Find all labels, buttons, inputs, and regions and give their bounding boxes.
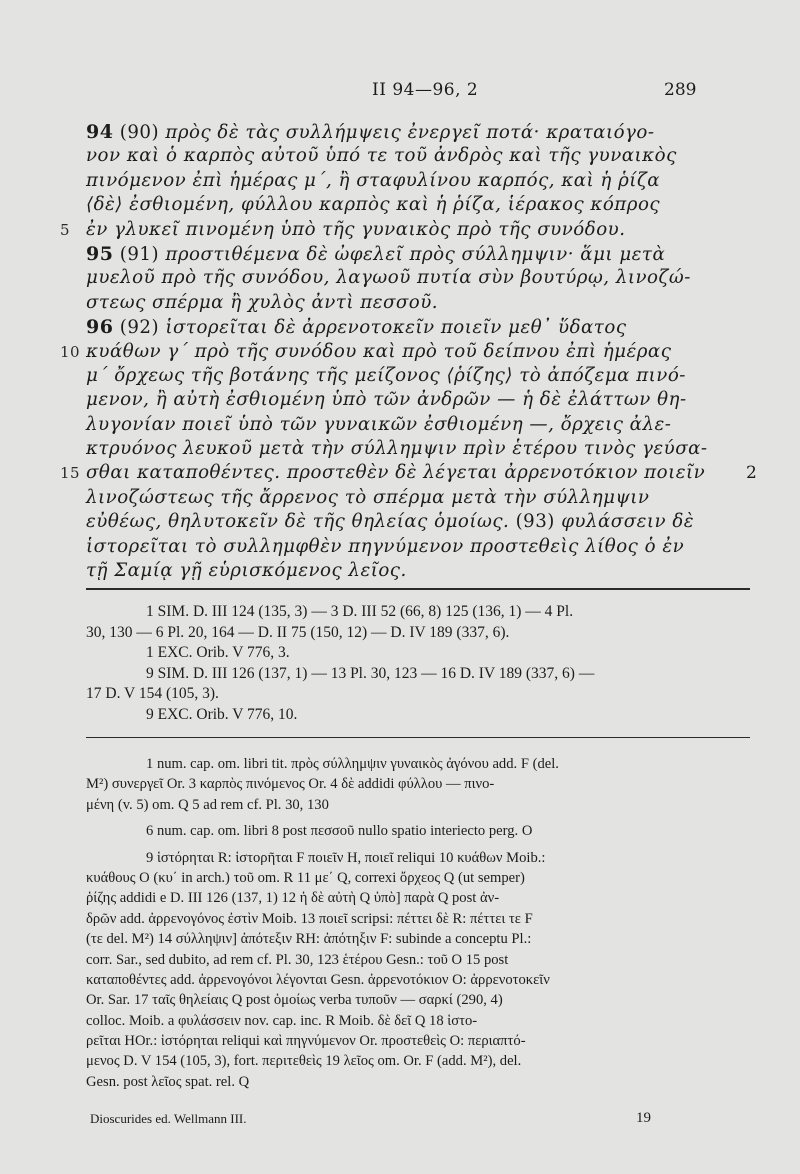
apparatus-line: 1 num. cap. om. libri tit. πρὸς σύλλημψιν γυναικὸς ἀγόνου add. F (del. (146, 756, 559, 772)
apparatus-line: Or. Sar. 17 ταῖς θηλείαις Q post ὁμοίως verba τυποῦν — σαρκί (290, 4) (86, 992, 503, 1009)
greek-text: πρὸς δὲ τὰς συλλήμψεις ἐνεργεῖ ποτά· κραταιόγο- (165, 122, 655, 143)
text-line (86, 364, 746, 388)
main-text (60, 120, 758, 583)
section-number: 94 (86, 121, 114, 143)
text-line (86, 486, 746, 510)
greek-text: λινοζώστεως τῆς ἄρρενος τὸ σπέρμα μετὰ τὴν σύλλημψιν (86, 486, 650, 508)
chapter-reference: (90) (113, 122, 166, 143)
text-line (86, 120, 746, 144)
testimonia-line: 17 D. V 154 (105, 3). (86, 685, 219, 702)
testimonia-apparatus-divider (86, 737, 750, 738)
margin-note: 2 (746, 463, 758, 484)
text-line (86, 291, 746, 315)
text-line (60, 218, 746, 242)
testimonia-line: 30, 130 — 6 Pl. 20, 164 — D. II 75 (150, 12) — D. IV 189 (337, 6). (86, 623, 510, 641)
greek-text: μ΄ ὄρχεως τῆς βοτάνης τῆς μείζονος ⟨ῥίζης⟩ τὸ ἀπόζεμα πινό- (86, 364, 686, 386)
text-line (60, 461, 758, 485)
section-number: 96 (86, 316, 114, 339)
apparatus-line: M²) συνεργεῖ Or. 3 καρπὸς πινόμενος Or. 4 δὲ addidi φύλλου — πινο- (86, 776, 495, 793)
greek-text: σθαι καταποθέντες. προστεθὲν δὲ λέγεται ἀρρενοτόκιον ποιεῖν (86, 462, 706, 484)
section-number: 95 (86, 242, 114, 265)
text-line (86, 266, 746, 290)
chapter-reference: (92) (113, 317, 166, 339)
chapter-reference: (91) (113, 243, 166, 265)
testimonia-line: 9 EXC. Orib. V 776, 10. (146, 705, 298, 723)
greek-text: μυελοῦ πρὸ τῆς συνόδου, λαγωοῦ πυτία σὺν βουτύρῳ, λινοζώ- (86, 267, 691, 289)
greek-text: πινόμενον ἐπὶ ἡμέρας μ΄, ἢ σταφυλίνου καρπός, καὶ ἡ ῥίζα (86, 169, 661, 191)
text-line (86, 510, 746, 534)
text-testimonia-divider (86, 588, 750, 590)
greek-text: ἱστορεῖται δὲ ἀρρενοτοκεῖν ποιεῖν μεθ᾽ ὕδατος (165, 317, 627, 339)
greek-text: τῇ Σαμίᾳ γῇ εὑρισκόμενος λεῖος. (86, 560, 407, 582)
greek-text: κυάθων γ΄ πρὸ τῆς συνόδου καὶ πρὸ τοῦ δείπνου ἐπὶ ἡμέρας (86, 340, 672, 362)
text-line (86, 193, 746, 217)
line-number: 10 (60, 342, 81, 361)
text-line (86, 413, 746, 437)
testimonia (86, 602, 746, 725)
apparatus-line: ῥίζης addidi e D. III 126 (137, 1) 12 ἡ δὲ αὐτὴ Q ὑπὸ] παρὰ Q post ἀν- (86, 890, 500, 907)
chapter-reference: (93) (509, 511, 562, 533)
footer-signature: 19 (636, 1110, 651, 1126)
greek-text: προστιθέμενα δὲ ὠφελεῖ πρὸς σύλλημψιν· ἅμι μετὰ (165, 243, 666, 265)
critical-apparatus (86, 754, 746, 1092)
text-line (86, 559, 746, 583)
greek-text: ⟨δὲ⟩ ἐσθιομένη, φύλλου καρπὸς καὶ ἡ ῥίζα, ἱέρακος κόπρος (86, 194, 661, 216)
apparatus-line: colloc. Moib. a φυλάσσειν nov. cap. inc. R Moib. δὲ δεῖ Q 18 ἱστο- (86, 1012, 478, 1029)
text-line (86, 437, 746, 461)
apparatus-line: καταποθέντες add. ἀρρενογόνοι λέγονται Gesn. ἀρρενοτόκιον O: ἀρρενοτοκεῖν (86, 971, 550, 988)
page-number: 289 (664, 80, 697, 100)
greek-text: λυγονίαν ποιεῖ ὑπὸ τῶν γυναικῶν ἐσθιομένη —, ὄρχεις ἀλε- (86, 413, 672, 435)
testimonia-line: 1 EXC. Orib. V 776, 3. (146, 644, 290, 661)
text-line (86, 144, 746, 168)
testimonia-line: 1 SIM. D. III 124 (135, 3) — 3 D. III 52 (66, 8) 125 (136, 1) — 4 Pl. (146, 603, 574, 620)
greek-text: φυλάσσειν δὲ (561, 511, 695, 533)
apparatus-line: δρῶν add. ἀρρενογόνος ἐστὶν Moib. 13 ποιεῖ scripsi: πέττει δὲ R: πέττει τε F (86, 910, 533, 927)
text-line (86, 315, 746, 339)
apparatus-line: (τε del. M²) 14 σύλληψιν] ἀπότεξιν RH: ἀπότηξιν F: subinde a conceptu Pl.: (86, 931, 532, 948)
text-line (60, 340, 746, 364)
greek-text: ἐν γλυκεῖ πινομένη ὑπὸ τῆς γυναικὸς πρὸ τῆς συνόδου. (86, 218, 626, 240)
line-number: 5 (60, 220, 71, 239)
apparatus-line: corr. Sar., sed dubito, ad rem cf. Pl. 30, 123 ἑτέρου Gesn.: τοῦ O 15 post (86, 951, 509, 968)
running-head: II 94—96, 2 (372, 80, 479, 100)
greek-text: στεως σπέρμα ἢ χυλὸς ἀντὶ πεσσοῦ. (86, 291, 439, 313)
apparatus-line: μένη (v. 5) om. Q 5 ad rem cf. Pl. 30, 130 (86, 796, 329, 813)
greek-text: κτρυόνος λευκοῦ μετὰ τὴν σύλλημψιν πρὶν ἑτέρου τινὸς γεύσα- (86, 438, 708, 460)
apparatus-line: κυάθους O (κυ΄ in arch.) τοῦ om. R 11 με΄ Q, correxi ὄρχεος Q (ut semper) (86, 869, 525, 886)
footer-book-title: Dioscurides ed. Wellmann III. (90, 1111, 247, 1126)
apparatus-line: Gesn. post λεῖος spat. rel. Q (86, 1073, 250, 1090)
greek-text: εὐθέως, θηλυτοκεῖν δὲ τῆς θηλείας ὁμοίως. (86, 511, 510, 533)
greek-text: μενον, ἢ αὐτὴ ἐσθιομένη ὑπὸ τῶν ἀνδρῶν — ἡ δὲ ἐλάττων θη- (86, 389, 687, 411)
text-line (86, 169, 746, 193)
apparatus-line: μενος D. V 154 (105, 3), fort. περιτεθεὶς 19 λεῖος om. Or. F (add. M²), del. (86, 1053, 522, 1070)
line-number: 15 (60, 464, 81, 483)
greek-text: νον καὶ ὁ καρπὸς αὐτοῦ ὑπό τε τοῦ ἀνδρὸς καὶ τῆς γυναικὸς (86, 145, 677, 167)
greek-text: ἱστορεῖται τὸ συλλημφθὲν πηγνύμενον προστεθεὶς λίθος ὁ ἐν (86, 535, 685, 557)
text-line (86, 535, 746, 559)
apparatus-line: 6 num. cap. om. libri 8 post πεσσοῦ nullo spatio interiecto perg. O (146, 823, 533, 840)
apparatus-line: ρεῖται HOr.: ἱστόρηται reliqui καὶ πηγνύμενον Or. προστεθεὶς O: περιαπτό- (86, 1033, 526, 1050)
apparatus-line: 9 ἱστόρηται R: ἱστορῆται F ποιεῖν H, ποιεῖ reliqui 10 κυάθων Moib.: (146, 849, 546, 866)
testimonia-line: 9 SIM. D. III 126 (137, 1) — 13 Pl. 30, 123 — 16 D. IV 189 (337, 6) — (146, 664, 595, 682)
text-line (86, 242, 746, 266)
text-line (86, 388, 746, 412)
